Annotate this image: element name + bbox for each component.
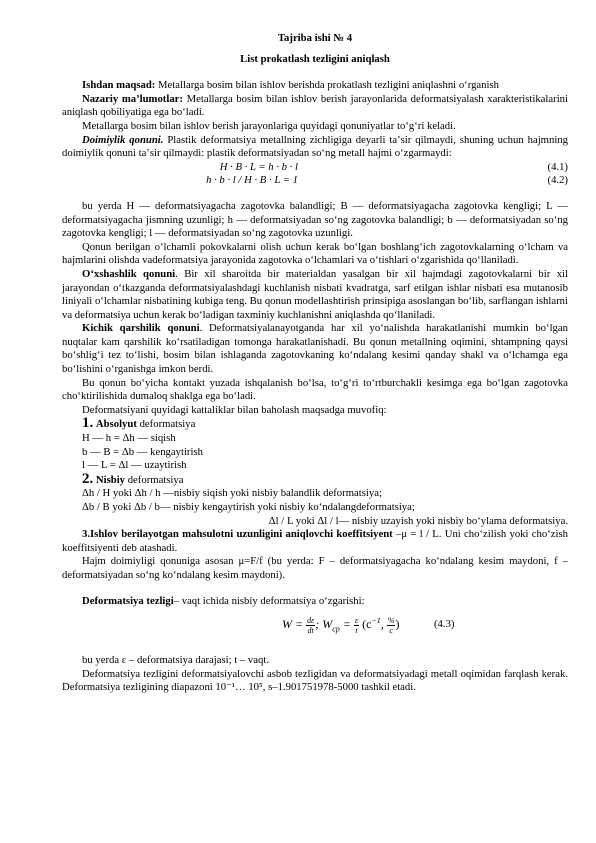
least-resistance-label: Kichik qarshilik qonuni (82, 322, 200, 335)
relative-number: 2. (82, 470, 94, 487)
equation-4-2-formula: h · b · l / H · B · L = 1 (206, 174, 298, 187)
relative-text: deformatsiya (125, 473, 184, 486)
equation-4-3-formula: W = $\frac{d\varepsilon}{dt}$ ; $W_{cp}$ = $\frac{\varepsilon}{t}$ ($c^{-1}$, $\frac{\%}{c}$ ) (282, 615, 400, 635)
epsilon-paragraph: bu yerda ε – deformatsiya darajasi; t – vaqt. (82, 654, 270, 667)
rate-paragraph (62, 595, 568, 609)
theory-paragraph (62, 93, 568, 120)
relative-label: Nisbiy (95, 473, 126, 486)
absolute-number: 1. (82, 415, 94, 432)
absolute-item: b — B = Δb — kengaytirish (82, 445, 203, 458)
relative-item: Δh / H yoki Δh / h —nisbiy siqish yoki nisbiy balandlik deformatsiya; (82, 487, 382, 500)
relative-item: Δl / L yoki Δl / l— nisbiy uzayish yoki nisbiy boʻylama deformatsiya. (268, 514, 568, 527)
absolute-item: H — h = Δh — siqish (82, 432, 176, 445)
coefficient-paragraph (62, 528, 568, 555)
theory-text: Metallarga bosim bilan ishlov berish jarayonlarida deformatsiyalash xarakteristikalarini aniqlash qobiliyatiga ega boʻladi. (62, 92, 568, 119)
similarity-label: Oʻxshashlik qonuni (82, 267, 176, 280)
coefficient-text: –μ = l / L. Uni choʻzilish yoki choʻzish koeffitsiyenti deb atashadi. (62, 528, 568, 554)
equation-4-1-number: (4.1) (547, 160, 568, 173)
contact-paragraph: Bu qonun boʻyicha kontakt yuzada ishqalanish boʻlsa, toʻgʻri toʻrtburchakli kesimga ega boʻlgan zagotovka choʻktirilishida dumaloq shaklga ega boʻladi. (62, 376, 568, 403)
absolute-text: deformatsiya (136, 418, 196, 431)
absolute-heading (62, 417, 568, 432)
equation-4-3-number: (4.3) (434, 618, 455, 631)
final-paragraph: Deformatsiya tezligini deformatsiyalovchi asbob tezligidan va deformatsiyadagi metall oqimidan farqlash kerak. Deformatsiya tezligining diapazoni 10⁻¹… 10⁵, s–1.901751978-5000 tashkil etadi. (62, 667, 568, 694)
equation-4-2-number: (4.2) (547, 174, 568, 187)
equation-4-1-formula: H · B · L = h · b · l (219, 160, 298, 173)
least-resistance-paragraph (62, 322, 568, 376)
constancy-paragraph (62, 134, 568, 161)
equation-4-2 (62, 174, 568, 188)
lab-subtitle: List prokatlash tezligini aniqlash (240, 52, 390, 65)
rate-text: – vaqt ichida nisbiy deformatsiya oʻzgarishi: (173, 594, 365, 607)
similarity-paragraph (62, 268, 568, 322)
least-resistance-text: . Deformatsiyalanayotganda har xil yoʻnalishda harakatlanishi mumkin boʻlgan nuqtalar kam qarshilik koʻrsatiladigan tomonga harakatlanishadi. Bu qonun metallning oqimini, shtampning qaysi boʻshligʻi tez toʻlishi, bosim bilan ishlaganda zagotovkaning koʻndalang kesimi qanday shakl va oʻlchamga ega boʻlishini oʻrganishga imkon berdi. (62, 322, 568, 376)
coefficient-label: 3.Ishlov berilayotgan mahsulotni uzunligini aniqlovchi koeffitsiyent (82, 528, 393, 541)
relative-heading (62, 470, 568, 488)
equation-4-3 (62, 612, 568, 638)
absolute-item: l — L = Δl — uzaytirish (82, 459, 187, 472)
constancy-label: Doimiylik qonuni. (82, 133, 164, 146)
absolute-label: Absolyut (95, 418, 137, 431)
rate-label: Deformatsiya tezligi (82, 594, 174, 607)
rule-paragraph: Qonun berilgan oʻlchamli pokovkalarni olish uchun kerak boʻlgan boshlangʻich zagotovkalarning oʻlcham va hajmlarini olishda vadeformatsiya jarayonida zagotovka oʻlchamlari va oʻtishlari oʻzgarishida qoʻllaniladi. (62, 240, 568, 267)
constancy-text: Plastik deformatsiya metallning zichligiga deyarli taʼsir qilmaydi, shuning uchun hajmning doimiylik qonuni taʼsir qilmaydi: plastik deformatsiyadan soʻng metall hajmi oʻzgarmaydi: (62, 133, 568, 160)
relative-item: Δb / B yoki Δb / b— nisbiy kengaytirish yoki nisbiy koʻndalangdeformatsiya; (82, 501, 415, 513)
estimate-paragraph: Deformatsiyani quyidagi kattaliklar bilan baholash maqsadga muvofiq: (82, 403, 387, 416)
aim-text: Metallarga bosim bilan ishlov berishda prokatlash tezligini aniqlashni oʻrganish (155, 79, 499, 92)
aim-label: Ishdan maqsad: (82, 79, 156, 92)
where-paragraph: bu yerda H — deformatsiyagacha zagotovka balandligi; B — deformatsiyagacha zagotovka kengligi; L — deformatsiyagacha jismning uzunligi; h — deformatsiyadan soʻng zagotovka balandligi; b — deformatsiyadan soʻng zagotovka kengligi; l — deformatsiyadan soʻng zagotovka uzunligi. (62, 199, 568, 240)
theory-label: Nazariy maʼlumotlar: (82, 92, 183, 105)
volume-paragraph: Hajm doimiyligi qonuniga asosan μ=F/f (bu yerda: F – deformatsiyagacha koʻndalang kesim maydoni, f – deformatsiyadan soʻng koʻndalang kesim maydoni). (62, 555, 568, 581)
similarity-text: . Bir xil sharoitda bir materialdan yasalgan bir xil hajmdagi zagotovkalarni bir xil jarayondan oʻtkazganda deformatsiyalashdagi kuchlanish nisbati kvadratga, sarf etilgan ishlar nisbati esa mutanosib liniyali oʻlchamlar nisbatining kubiga teng. Bu qonun modellashtirish prinsipiga asoslangan boʻlib, sarflangan ishlarni va deformatsiya uchun kerak boʻladigan taxminiy kuchlanishni aniqlashda qoʻllaniladi. (62, 267, 568, 321)
laws-paragraph: Metallarga bosim bilan ishlov berish jarayonlariga quyidagi qonuniyatlar toʻgʻri keladi. (82, 119, 456, 132)
aim-paragraph (62, 79, 568, 93)
lab-title: Tajriba ishi № 4 (277, 32, 353, 44)
equation-4-1 (62, 161, 568, 175)
